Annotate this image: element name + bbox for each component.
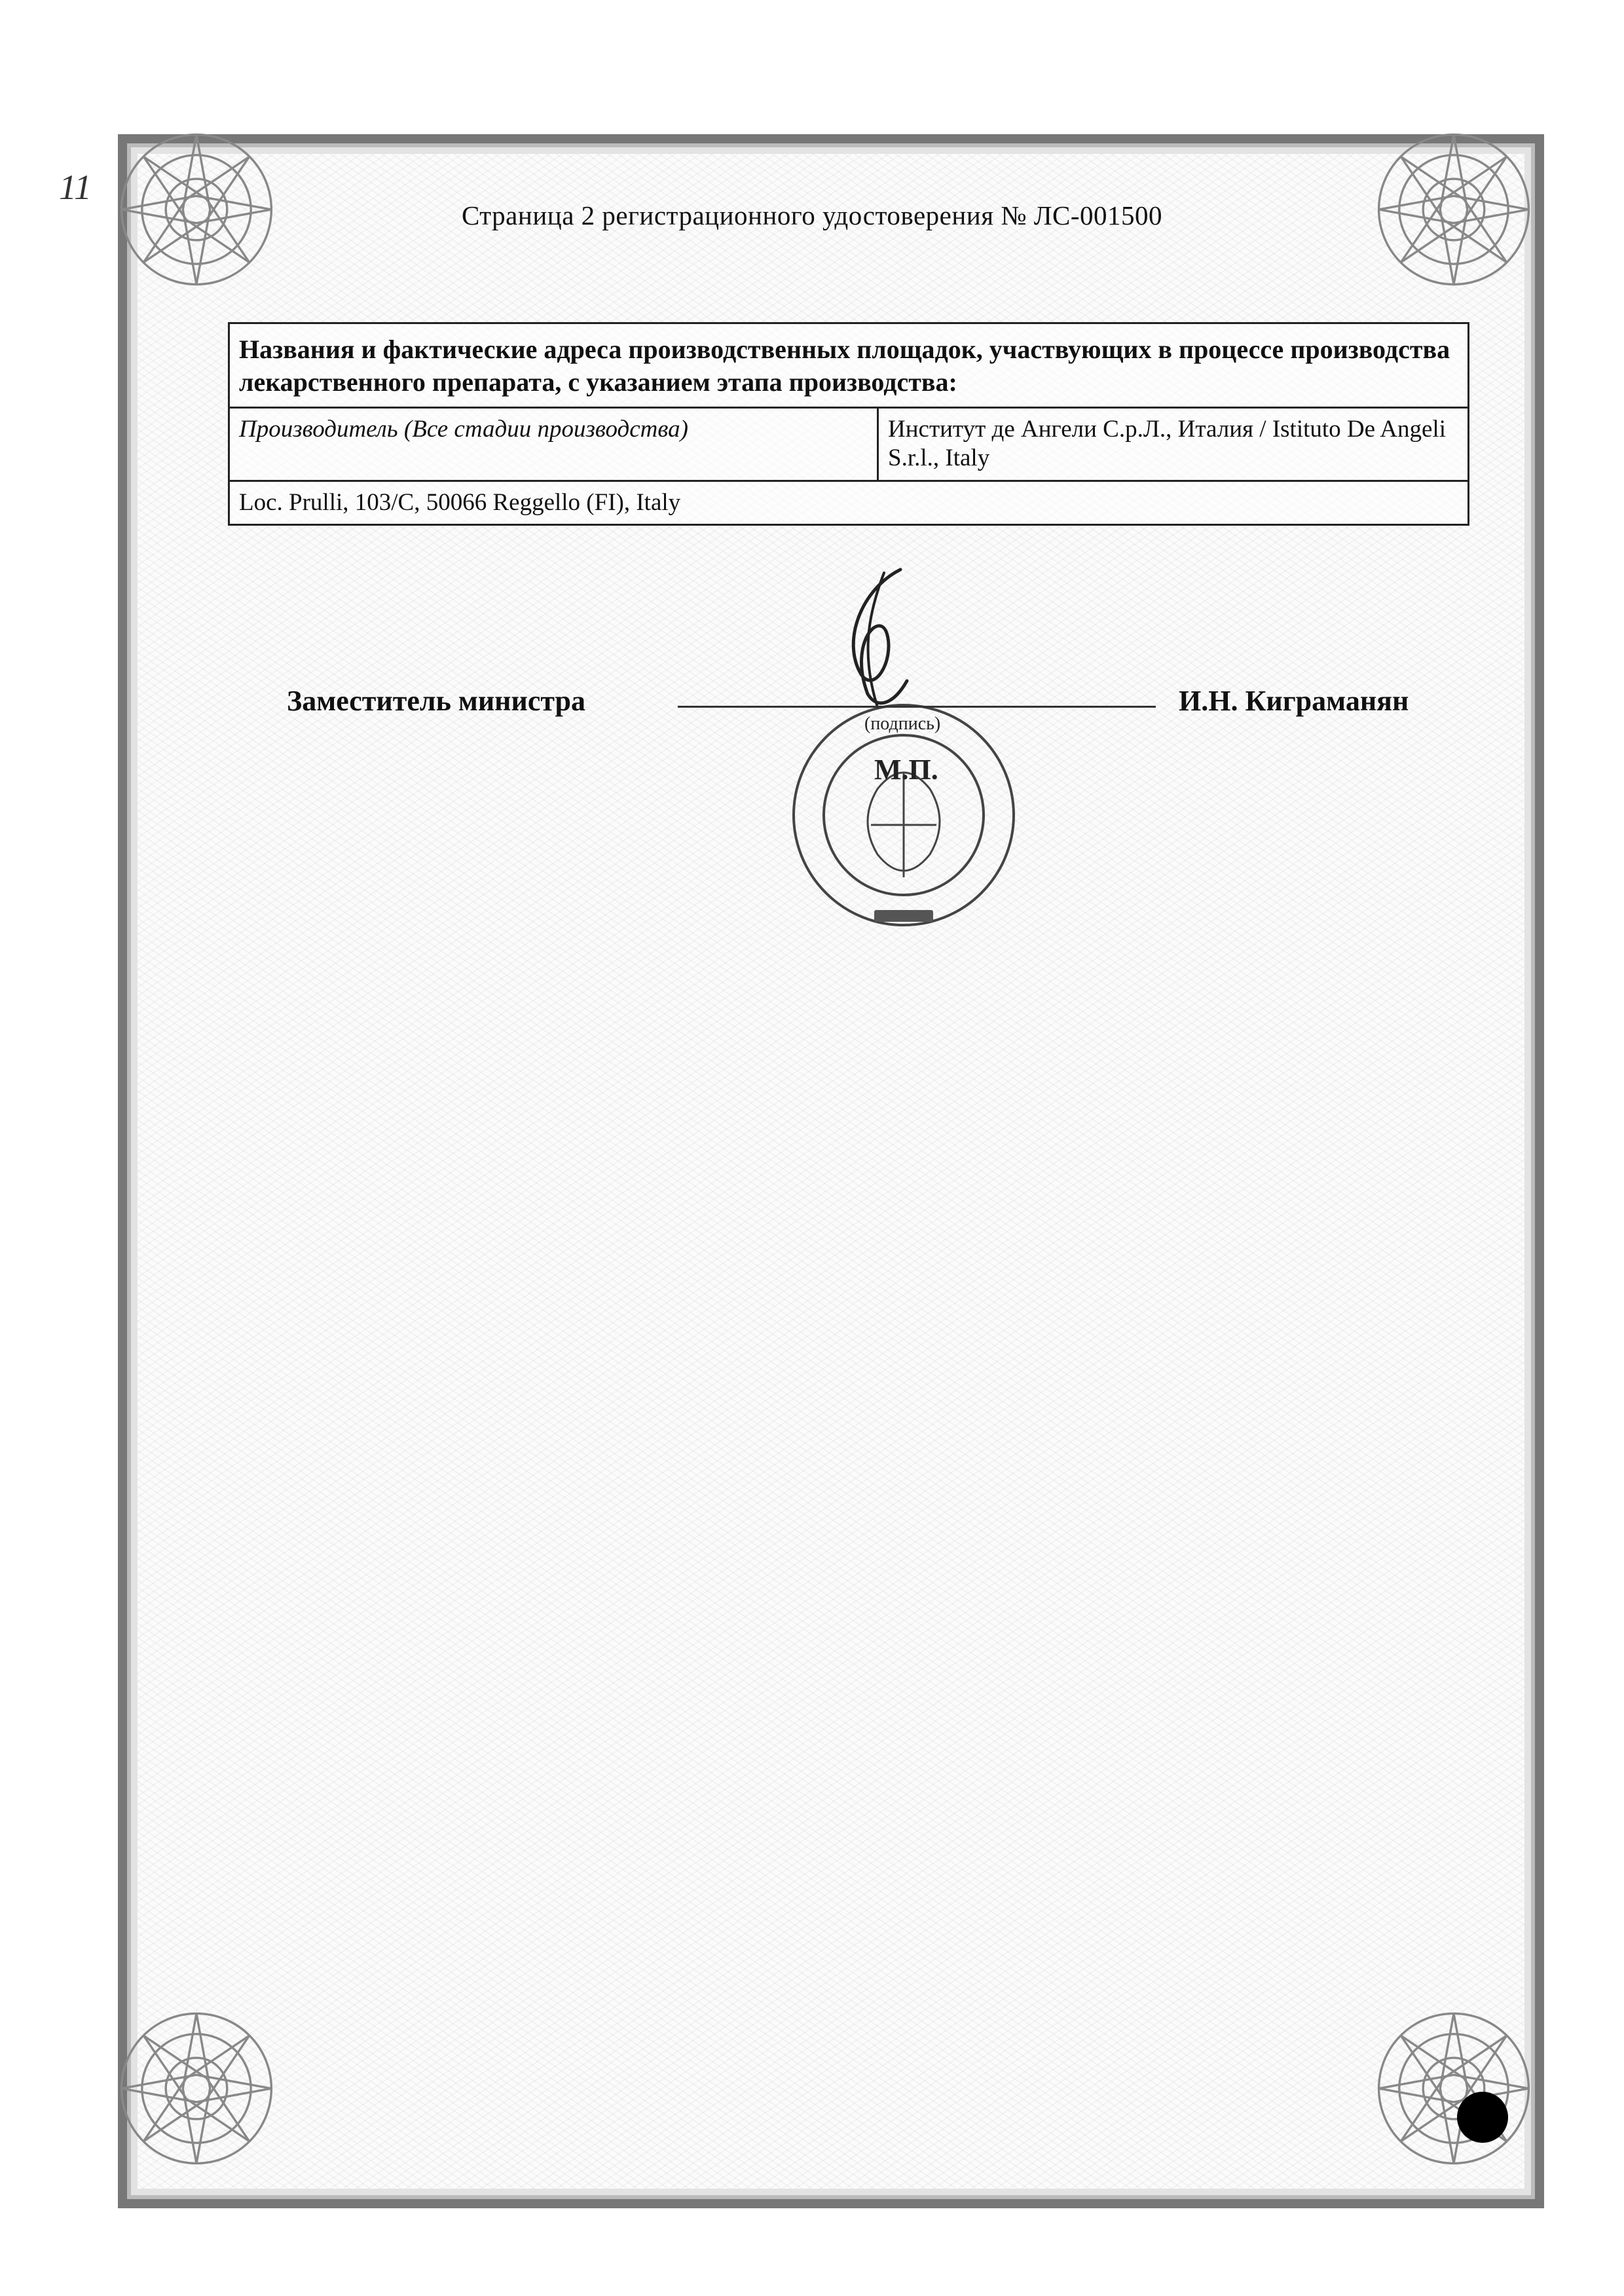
signatory-name: И.Н. Киграманян (1179, 685, 1409, 717)
punch-hole (1457, 2092, 1508, 2143)
signature-line (678, 706, 1156, 708)
ornamental-rosette-bottom-right (1369, 2003, 1539, 2174)
manufacturer-role: Производитель (Все стадии производства) (229, 408, 878, 481)
handwritten-page-number: 11 (59, 168, 92, 207)
manufacturer-address: Loc. Prulli, 103/C, 50066 Reggello (FI), Italy (229, 481, 1469, 524)
page-title: Страница 2 регистрационного удостоверения № ЛС-001500 (461, 200, 1163, 230)
signature-caption: (подпись) (864, 714, 941, 734)
signatory-position: Заместитель министра (287, 685, 586, 717)
table-row (229, 408, 1469, 481)
handwritten-signature (822, 563, 940, 714)
ornamental-rosette-bottom-left (111, 2003, 282, 2174)
manufacturer-name: Институт де Ангели С.р.Л., Италия / Istituto De Angeli S.r.l., Italy (878, 408, 1469, 481)
table-heading-row (229, 323, 1469, 408)
stamp-place-label: М.П. (874, 754, 938, 786)
table-heading: Названия и фактические адреса производственных площадок, участвующих в процессе производства лекарственного препарата, с указанием этапа производства: (229, 323, 1469, 408)
production-sites-table (228, 322, 1469, 526)
table-row (229, 481, 1469, 524)
